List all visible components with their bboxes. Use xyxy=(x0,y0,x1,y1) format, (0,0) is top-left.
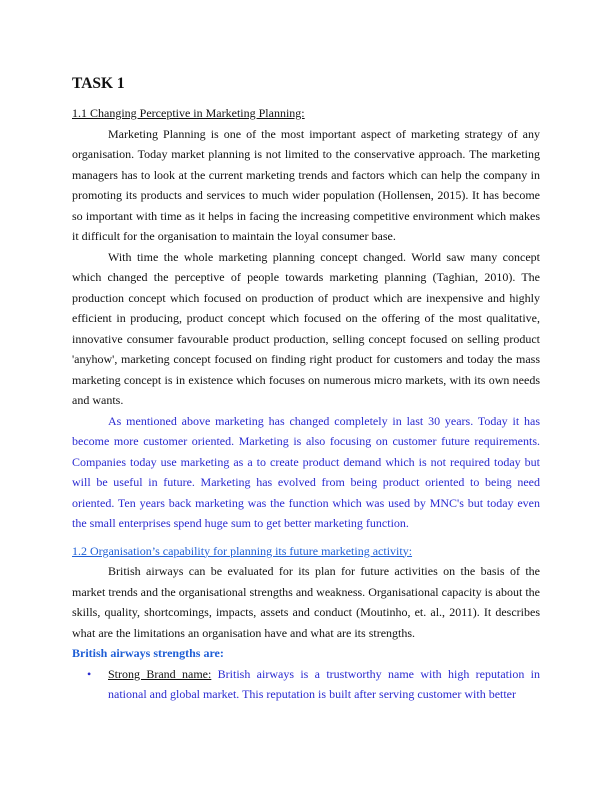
list-item xyxy=(72,664,540,705)
bullet-icon: • xyxy=(87,666,92,681)
section-1-paragraph-1: Marketing Planning is one of the most important aspect of marketing strategy of any organisation. Today market planning is not limited to the conservative approach. The marketing managers has to look at the current marketing trends and factors which can help the company in promoting its products and services to much wider population (Hollensen, 2015). It has become so important with time as it helps in facing the increasing competitive environment which makes it difficult for the organisation to maintain the loyal consumer base. xyxy=(72,126,540,243)
section-2-paragraph: British airways can be evaluated for its plan for future activities on the basis of the market trends and the organisational strengths and weakness. Organisational capacity is about the skills, quality, shortcomings, impacts, assets and conduct (Moutinho, et. al., 2011). It describes what are the limitations an organisation have and what are its strengths. xyxy=(72,564,540,640)
bullet-term: Strong Brand name: xyxy=(108,666,212,681)
section-2-heading: 1.2 Organisation’s capability for planning its future marketing activity: xyxy=(72,543,413,558)
section-1-paragraph-3: As mentioned above marketing has changed completely in last 30 years. Today it has become more customer oriented. Marketing is also focusing on customer future requirements. Companies today use marketing as a to create product demand which is not required today but will be useful in future. Marketing has evolved from being product oriented to being need oriented. Ten years back marketing was the function which was used by MNC's but today even the small enterprises spend huge sum to get better marketing function. xyxy=(72,413,540,530)
section-1-heading: 1.1 Changing Perceptive in Marketing Planning: xyxy=(72,106,305,120)
strengths-title: British airways strengths are: xyxy=(72,646,224,660)
task-title: TASK 1 xyxy=(72,75,125,92)
section-1-paragraph-2: With time the whole marketing planning concept changed. World saw many concept which changed the perceptive of people towards marketing planning (Taghian, 2010). The production concept which focused on production of product which are inexpensive and highly efficient in producing, product concept which focused on the offering of the most qualitative, innovative consumer favourable product production, selling concept focused on selling product 'anyhow', marketing concept focused on finding right product for customers and today the mass marketing concept is in existence which focuses on numerous micro markets, with its own needs and wants. xyxy=(72,249,540,407)
strengths-list xyxy=(72,664,540,705)
page-content xyxy=(72,74,540,705)
bullet-text: British airways is a trustworthy name with high reputation in national and global market. This reputation is built after serving customer with better xyxy=(108,666,540,701)
